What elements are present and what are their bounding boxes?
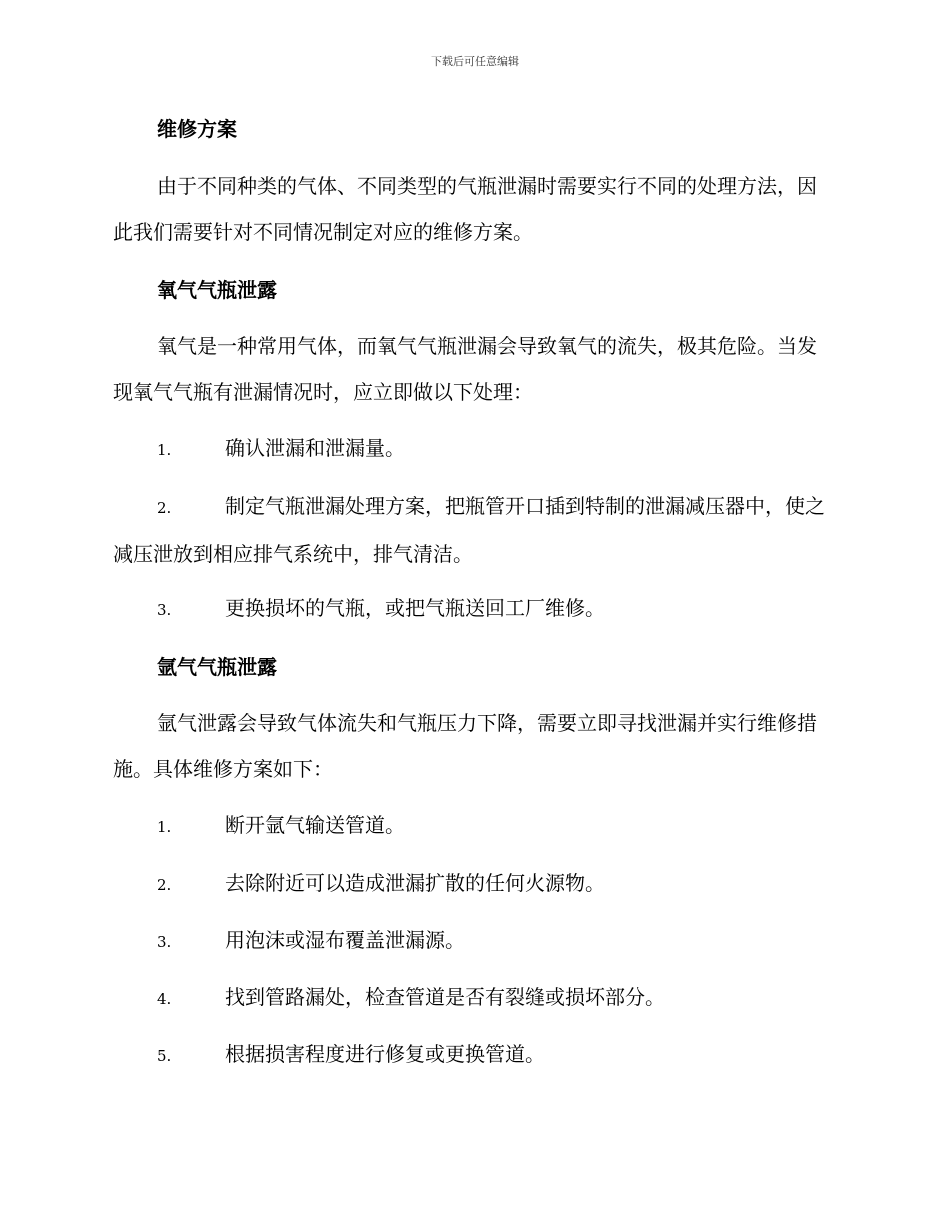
- section-heading-argon-leak: 氩气气瓶泄露: [157, 655, 277, 679]
- list-item: [113, 917, 833, 965]
- list-item-text: 根据损害程度进行修复或更换管道。: [225, 1042, 545, 1066]
- list-item: [113, 860, 833, 908]
- list-item: [113, 585, 833, 633]
- list-item-number: 1.: [157, 441, 172, 459]
- list-item-text: 断开氩气输送管道。: [225, 813, 405, 837]
- list-item-text: 用泡沫或湿布覆盖泄漏源。: [225, 928, 465, 952]
- list-item: [113, 483, 833, 577]
- list-item-number: 3.: [157, 933, 172, 951]
- section-heading-repair-plan: 维修方案: [157, 117, 237, 141]
- list-item-text: 更换损坏的气瓶，或把气瓶送回工厂维修。: [225, 596, 605, 620]
- paragraph-argon-intro: 氩气泄露会导致气体流失和气瓶压力下降，需要立即寻找泄漏并实行维修措施。具体维修方案如下：: [113, 711, 817, 781]
- list-item-number: 5.: [157, 1047, 172, 1065]
- list-item-number: 4.: [157, 990, 172, 1008]
- list-item-text: 去除附近可以造成泄漏扩散的任何火源物。: [225, 871, 605, 895]
- list-item: [113, 425, 833, 473]
- list-item-number: 1.: [157, 818, 172, 836]
- paragraph-repair-intro: 由于不同种类的气体、不同类型的气瓶泄漏时需要实行不同的处理方法，因此我们需要针对不同情况制定对应的维修方案。: [113, 174, 817, 244]
- list-item-text: 找到管路漏处，检查管道是否有裂缝或损坏部分。: [225, 985, 665, 1009]
- list-item-number: 2.: [157, 876, 172, 894]
- list-item: [113, 1031, 833, 1079]
- list-item-text: 制定气瓶泄漏处理方案，把瓶管开口插到特制的泄漏减压器中，使之减压泄放到相应排气系统中，排气清洁。: [113, 494, 825, 566]
- list-item: [113, 974, 833, 1022]
- paragraph-oxygen-intro: 氧气是一种常用气体，而氧气气瓶泄漏会导致氧气的流失，极其危险。当发现氧气气瓶有泄漏情况时，应立即做以下处理：: [113, 334, 817, 404]
- list-item: [113, 802, 833, 850]
- page-header: 下载后可任意编辑: [431, 55, 519, 68]
- list-item-text: 确认泄漏和泄漏量。: [225, 436, 405, 460]
- list-item-number: 3.: [157, 601, 172, 619]
- list-item-number: 2.: [157, 499, 172, 517]
- section-heading-oxygen-leak: 氧气气瓶泄露: [157, 278, 277, 302]
